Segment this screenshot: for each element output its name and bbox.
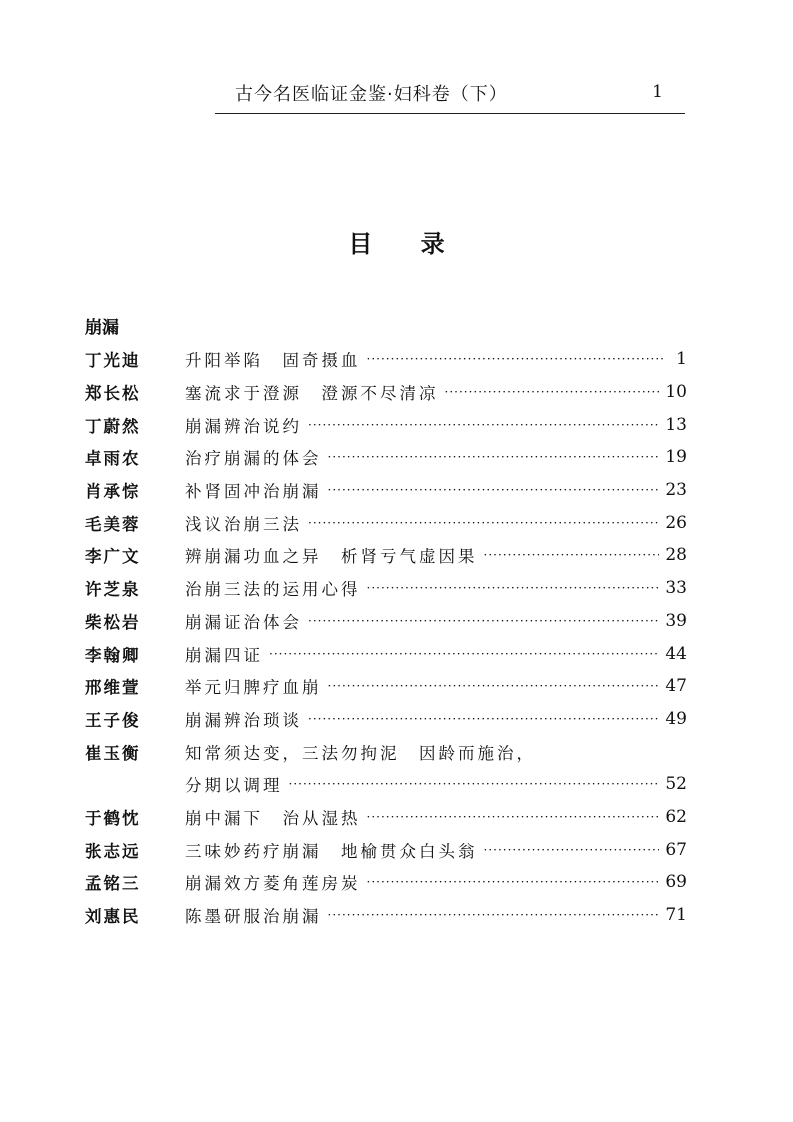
- dot-leader: [367, 875, 660, 889]
- author-name: 王子俊: [85, 710, 141, 730]
- author-name: 肖承悰: [85, 482, 141, 502]
- entry-page: 47: [665, 676, 687, 697]
- author-name: 毛美蓉: [85, 514, 141, 534]
- entry-title: 崩漏效方菱角莲房炭: [185, 874, 361, 894]
- dot-leader: [308, 418, 659, 432]
- dot-leader: [484, 548, 660, 562]
- entry-title-continued: 分期以调理: [185, 776, 283, 796]
- entry-title: 治崩三法的运用心得: [185, 580, 361, 600]
- entry-page: 44: [665, 643, 687, 664]
- toc-entry[interactable]: [85, 735, 687, 768]
- entry-page: 23: [665, 480, 687, 501]
- dot-leader: [367, 352, 666, 366]
- toc-entry[interactable]: [85, 441, 687, 474]
- entry-page: 28: [665, 545, 687, 566]
- toc-entry[interactable]: [85, 833, 687, 866]
- dot-leader: [367, 810, 660, 824]
- entry-title: 崩漏四证: [185, 645, 263, 665]
- author-name: 李广文: [85, 547, 141, 567]
- entry-title: 崩漏证治体会: [185, 612, 302, 632]
- dot-leader: [484, 843, 660, 857]
- author-name: 张志远: [85, 841, 141, 861]
- author-name: 李翰卿: [85, 645, 141, 665]
- dot-leader: [308, 614, 659, 628]
- author-name: 丁蔚然: [85, 416, 141, 436]
- entry-page: 67: [665, 839, 687, 860]
- entry-page: 39: [665, 610, 687, 631]
- entry-title: 崩中漏下 治从湿热: [185, 808, 361, 828]
- dot-leader: [289, 777, 660, 791]
- toc-entry[interactable]: [85, 343, 687, 376]
- author-name: 崔玉衡: [85, 743, 141, 763]
- dot-leader: [367, 581, 660, 595]
- header-rule: [215, 113, 685, 114]
- entry-page: 69: [665, 872, 687, 893]
- entry-title: 补肾固冲治崩漏: [185, 482, 322, 502]
- entry-page: 13: [665, 414, 687, 435]
- entry-title: 辨崩漏功血之异 析肾亏气虚因果: [185, 547, 478, 567]
- toc-entry[interactable]: [85, 539, 687, 572]
- toc-entry[interactable]: [85, 408, 687, 441]
- entry-page: 10: [665, 382, 687, 403]
- entry-page: 33: [665, 578, 687, 599]
- toc-entry[interactable]: [85, 866, 687, 899]
- entry-page: 62: [665, 806, 687, 827]
- toc-entry[interactable]: [85, 899, 687, 932]
- author-name: 卓雨农: [85, 449, 141, 469]
- toc-entry[interactable]: [85, 474, 687, 507]
- toc-list: [85, 343, 687, 931]
- toc-entry[interactable]: [85, 506, 687, 539]
- entry-page: 71: [665, 905, 687, 926]
- author-name: 孟铭三: [85, 874, 141, 894]
- toc-entry[interactable]: [85, 572, 687, 605]
- entry-title: 浅议治崩三法: [185, 514, 302, 534]
- dot-leader: [328, 450, 660, 464]
- author-name: 郑长松: [85, 384, 141, 404]
- toc-entry[interactable]: [85, 376, 687, 409]
- entry-title: 举元归脾疗血崩: [185, 678, 322, 698]
- entry-page: 52: [665, 774, 687, 795]
- running-header: [215, 80, 685, 114]
- toc-entry[interactable]: [85, 637, 687, 670]
- entry-title: 知常须达变，三法勿拘泥 因龄而施治，: [185, 743, 536, 763]
- entry-title: 崩漏辨治琐谈: [185, 710, 302, 730]
- dot-leader: [308, 516, 659, 530]
- dot-leader: [328, 483, 660, 497]
- entry-title: 三味妙药疗崩漏 地榆贯众白头翁: [185, 841, 478, 861]
- entry-page: 19: [665, 447, 687, 468]
- toc-entry[interactable]: [85, 670, 687, 703]
- dot-leader: [445, 385, 660, 399]
- entry-title: 陈墨研服治崩漏: [185, 907, 322, 927]
- author-name: 许芝泉: [85, 580, 141, 600]
- author-name: 丁光迪: [85, 351, 141, 371]
- entry-title: 崩漏辨治说约: [185, 416, 302, 436]
- author-name: 邢维萱: [85, 678, 141, 698]
- entry-title: 治疗崩漏的体会: [185, 449, 322, 469]
- toc-entry[interactable]: [85, 801, 687, 834]
- dot-leader: [328, 908, 660, 922]
- section-heading: 崩漏: [85, 318, 119, 338]
- dot-leader: [269, 647, 659, 661]
- author-name: 刘惠民: [85, 907, 141, 927]
- author-name: 柴松岩: [85, 612, 141, 632]
- toc-heading: 目 录: [348, 230, 445, 258]
- toc-entry[interactable]: [85, 605, 687, 638]
- book-title: 古今名医临证金鉴·妇科卷（下）: [235, 84, 508, 105]
- toc-entry[interactable]: [85, 703, 687, 736]
- dot-leader: [328, 679, 660, 693]
- author-name: 于鹤忱: [85, 808, 141, 828]
- entry-page: 1: [676, 349, 687, 370]
- entry-title: 塞流求于澄源 澄源不尽清凉: [185, 384, 439, 404]
- dot-leader: [308, 712, 659, 726]
- entry-page: 26: [665, 512, 687, 533]
- entry-page: 49: [665, 708, 687, 729]
- toc-entry-continuation[interactable]: [85, 768, 687, 801]
- entry-title: 升阳举陷 固奇摄血: [185, 351, 361, 371]
- page-number: 1: [652, 82, 663, 102]
